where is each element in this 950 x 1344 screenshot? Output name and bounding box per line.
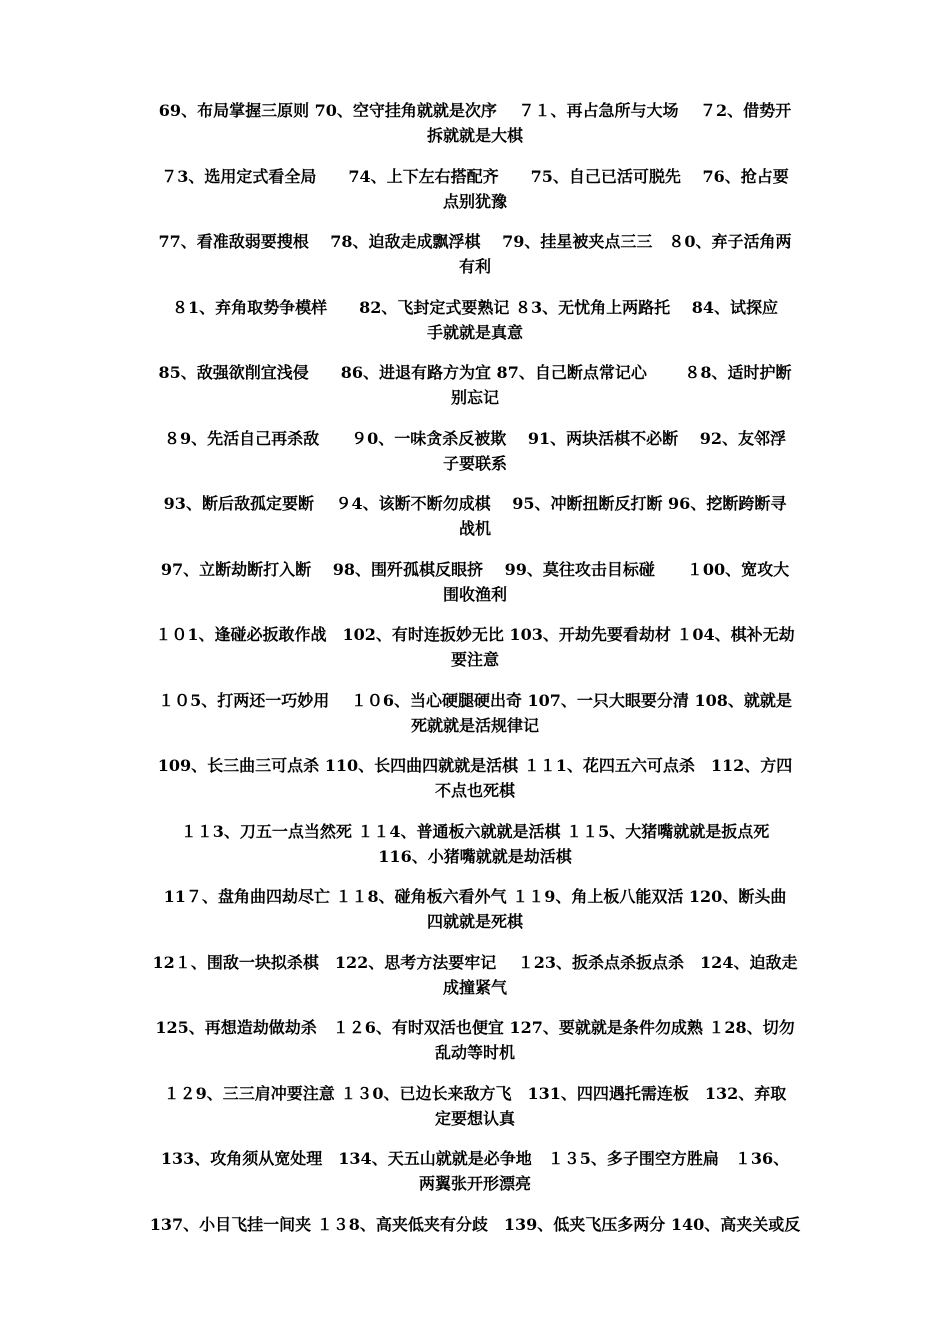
paragraph-69 [125,98,825,148]
paragraph-line: 手就就是真意 [426,322,523,342]
paragraph-125 [125,1015,825,1065]
paragraph-line: 拆就就是大棋 [426,126,523,145]
paragraph-line: 有利 [458,257,491,276]
paragraph-93 [125,491,825,541]
paragraph-line: 11７、盘角曲四劫尽亡 １１8、碰角板六看外气 １１9、角上板八能双活 120、断头曲 [163,887,787,906]
paragraph-line: 两翼张开形漂亮 [418,1174,531,1193]
paragraph-line: 别忘记 [450,388,499,407]
paragraph-line: 成撞紧气 [442,977,507,997]
paragraph-line [125,1237,825,1262]
paragraph-101 [125,622,825,672]
paragraph-line: 116、小猪嘴就就是劫活棋 [378,846,572,866]
paragraph-73 [125,164,825,214]
paragraph-line: 125、再想造劫做劫杀 １２6、有时双活也便宜 127、要就就是条件勿成熟 １28、切勿 [155,1018,795,1037]
paragraph-line: 133、攻角须从宽处理 134、天五山就就是必争地 １３5、多子围空方胜扁 １36、 [160,1149,790,1168]
paragraph-line: 点别犹豫 [442,191,507,211]
paragraph-line: １１3、刀五一点当然死 １１4、普通板六就就是活棋 １１5、大猪嘴就就是扳点死 [180,821,770,841]
paragraph-121 [125,950,825,1000]
paragraph-85 [125,360,825,410]
paragraph-line: 不点也死棋 [434,781,515,800]
paragraph-137 [125,1212,825,1262]
paragraph-line: 死就就是活规律记 [410,715,539,735]
paragraph-line: 97、立断劫断打入断 98、围歼孤棋反眼挤 99、莫往攻击目标碰 １00、宽攻大 [160,559,790,579]
paragraph-line: 12１、围敌一块拟杀棋 122、思考方法要牢记 １23、扳杀点杀扳点杀 124、迫敌走 [152,952,798,972]
paragraph-89 [125,426,825,476]
paragraph-line: ８1、弃角取势争模样 82、飞封定式要熟记 ８3、无忧角上两路托 84、试探应 [172,297,778,317]
paragraph-line: 乱动等时机 [434,1043,515,1062]
paragraph-line: 69、布局掌握三原则 70、空守挂角就就是次序 ７１、再占急所与大场 ７2、借势开 [158,101,792,120]
paragraph-line: １０1、逢碰必扳敢作战 102、有时连扳妙无比 103、开劫先要看劫材 １04、棋补无劫 [155,625,795,644]
paragraph-81 [125,295,825,345]
paragraph-line: 定要想认真 [434,1108,515,1128]
paragraph-97 [125,557,825,607]
paragraph-113 [125,819,825,869]
paragraph-line: 四就就是死棋 [426,912,523,931]
paragraph-117 [125,884,825,934]
paragraph-129 [125,1081,825,1131]
paragraph-133 [125,1146,825,1196]
paragraph-line: 战机 [458,519,491,538]
paragraph-line: ８9、先活自己再杀敌 ９0、一味贪杀反被欺 91、两块活棋不必断 92、友邻浮 [164,428,786,448]
paragraph-109 [125,753,825,803]
paragraph-line: １０5、打两还一巧妙用 １０6、当心硬腿硬出奇 107、一只大眼要分清 108、就就是 [158,690,792,710]
paragraph-line: 93、断后敌孤定要断 ９4、该断不断勿成棋 95、冲断扭断反打断 96、挖断跨断寻 [163,494,787,513]
paragraph-line: 85、敌强欲削宜浅侵 86、进退有路方为宜 87、自己断点常记心 ８8、适时护断 [158,363,792,382]
paragraph-105 [125,688,825,738]
paragraph-line: １２9、三三肩冲要注意 １３0、已边长来敌方飞 131、四四遇托需连板 132、弃取 [163,1083,787,1103]
document-page [125,98,825,1277]
paragraph-line: 要注意 [450,650,499,669]
paragraph-line: 109、长三曲三可点杀 110、长四曲四就就是活棋 １１1、花四五六可点杀 112、方四 [157,756,793,775]
paragraph-line: 77、看准敌弱要搜根 78、迫敌走成飘浮棋 79、挂星被夹点三三 ８0、弃子活角两 [158,232,792,251]
paragraph-line: 围收渔利 [442,584,507,604]
paragraph-77 [125,229,825,279]
paragraph-line: 137、小目飞挂一间夹 １３8、高夹低夹有分歧 139、低夹飞压多两分 140、高夹关或反 [149,1214,801,1234]
paragraph-line: ７3、选用定式看全局 74、上下左右搭配齐 75、自己已活可脱先 76、抢占要 [161,166,789,186]
paragraph-line: 子要联系 [442,453,507,473]
